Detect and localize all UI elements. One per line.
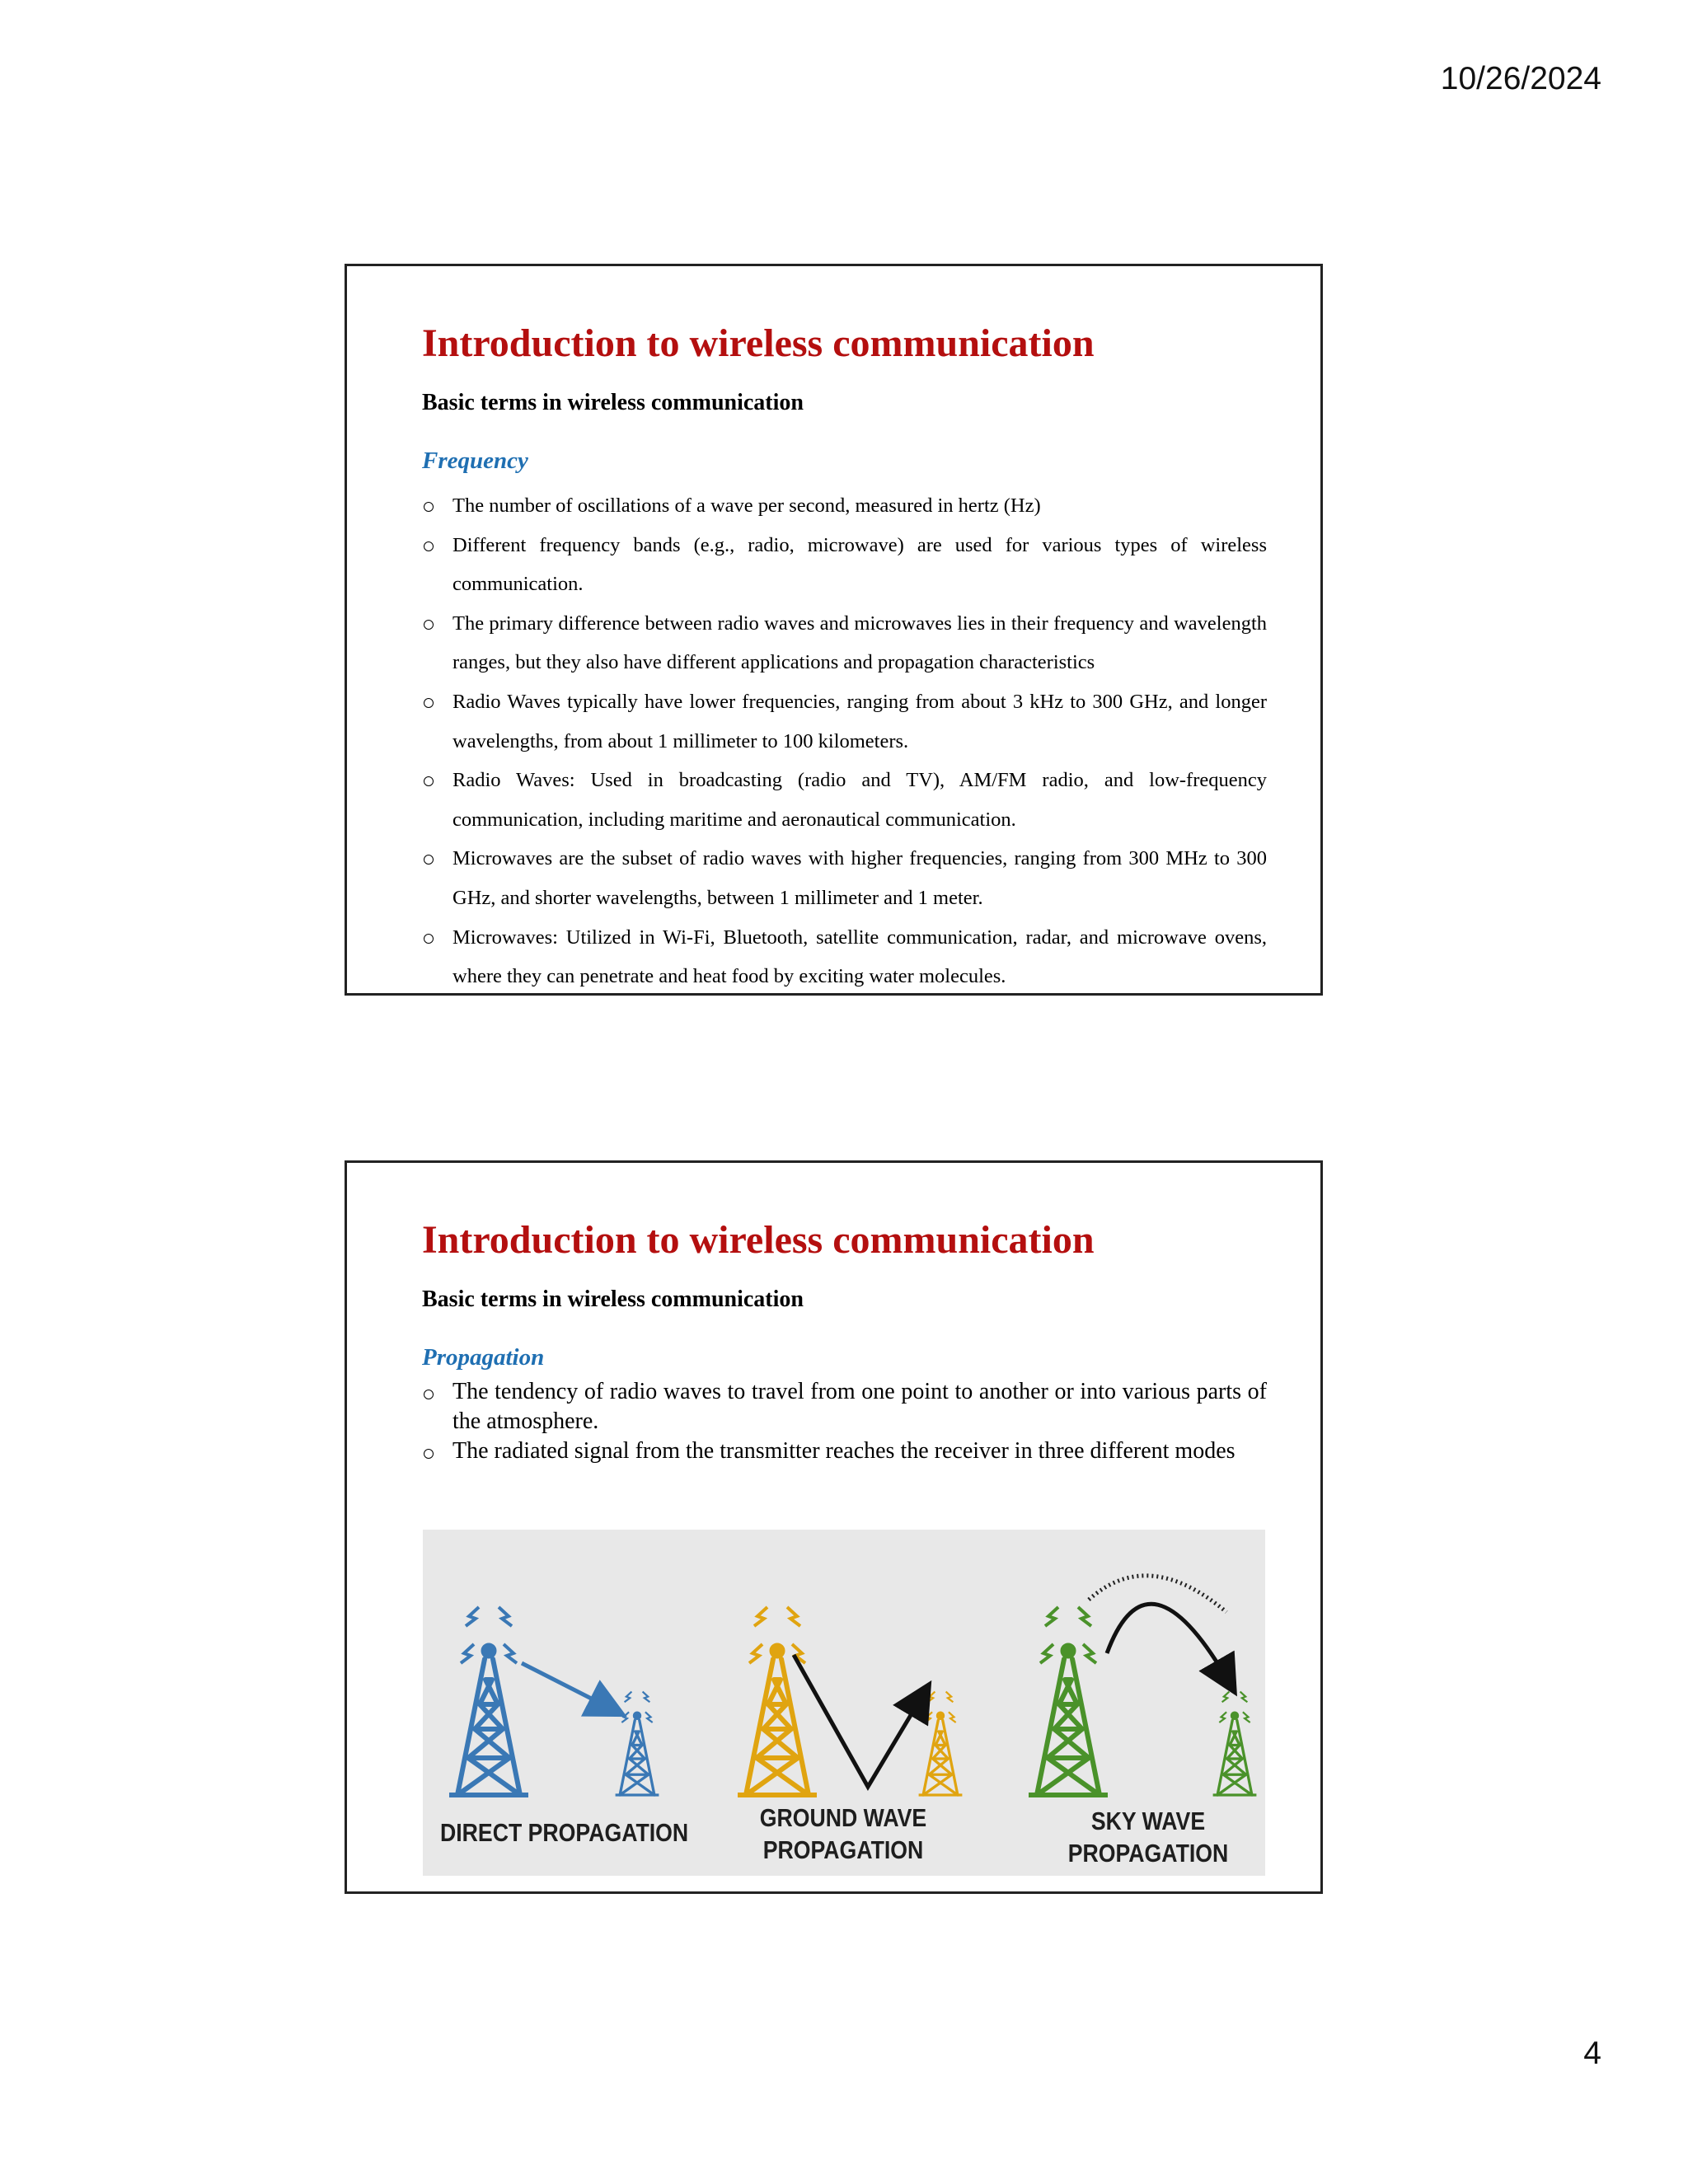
list-item: Radio Waves: Used in broadcasting (radio and TV), AM/FM radio, and low-frequency communication, including maritime and aeronautical communication. xyxy=(422,761,1267,839)
list-item: The radiated signal from the transmitter reaches the receiver in three different modes xyxy=(422,1436,1267,1466)
list-item: Different frequency bands (e.g., radio, microwave) are used for various types of wireless communication. xyxy=(422,526,1267,604)
page-date: 10/26/2024 xyxy=(1440,61,1601,96)
slide-frequency xyxy=(345,264,1323,996)
list-item: Microwaves: Utilized in Wi-Fi, Bluetooth, satellite communication, radar, and microwave ovens, where they can penetrate and heat food by exciting water molecules. xyxy=(422,918,1267,996)
list-item: The tendency of radio waves to travel from one point to another or into various parts of the atmosphere. xyxy=(422,1377,1267,1436)
propagation-modes-figure xyxy=(423,1530,1265,1876)
bullet-list xyxy=(422,486,1267,996)
slide-title: Introduction to wireless communication xyxy=(422,321,1095,365)
ground-transmitter-tower-icon xyxy=(738,1607,817,1795)
bullet-list xyxy=(422,1377,1267,1466)
sky-wave-caption-line1: SKY WAVE xyxy=(1090,1807,1206,1835)
section-heading-frequency: Frequency xyxy=(422,448,528,474)
ground-wave-caption-line2: PROPAGATION xyxy=(762,1835,924,1864)
sky-wave-caption-line2: PROPAGATION xyxy=(1067,1839,1229,1868)
sky-transmitter-tower-icon xyxy=(1029,1607,1108,1795)
ground-wave-caption-line1: GROUND WAVE xyxy=(759,1803,927,1832)
sky-wave-arrow-icon xyxy=(1107,1604,1229,1682)
direct-receiver-tower-icon xyxy=(616,1692,659,1795)
direct-propagation-caption: DIRECT PROPAGATION xyxy=(440,1818,689,1847)
list-item: The primary difference between radio waves and microwaves lies in their frequency and wavelength ranges, but they also have different applications and propagation characteristics xyxy=(422,604,1267,682)
direct-wave-arrow-icon xyxy=(522,1663,612,1709)
slide-propagation xyxy=(345,1160,1323,1894)
list-item: The number of oscillations of a wave per second, measured in hertz (Hz) xyxy=(422,486,1267,526)
slide-subtitle: Basic terms in wireless communication xyxy=(422,390,804,415)
list-item: Radio Waves typically have lower frequencies, ranging from about 3 kHz to 300 GHz, and longer wavelengths, from about 1 millimeter to 100 kilometers. xyxy=(422,682,1267,761)
ground-receiver-tower-icon xyxy=(919,1692,963,1795)
page-number: 4 xyxy=(1583,2036,1601,2071)
section-heading-propagation: Propagation xyxy=(422,1344,545,1371)
slide-title: Introduction to wireless communication xyxy=(422,1218,1095,1262)
sky-receiver-tower-icon xyxy=(1213,1692,1257,1795)
slide-subtitle: Basic terms in wireless communication xyxy=(422,1286,804,1312)
list-item: Microwaves are the subset of radio waves with higher frequencies, ranging from 300 MHz to 300 GHz, and shorter wavelengths, between 1 millimeter and 1 meter. xyxy=(422,839,1267,917)
ground-wave-arrow-icon xyxy=(794,1655,923,1787)
direct-transmitter-tower-icon xyxy=(449,1607,528,1795)
